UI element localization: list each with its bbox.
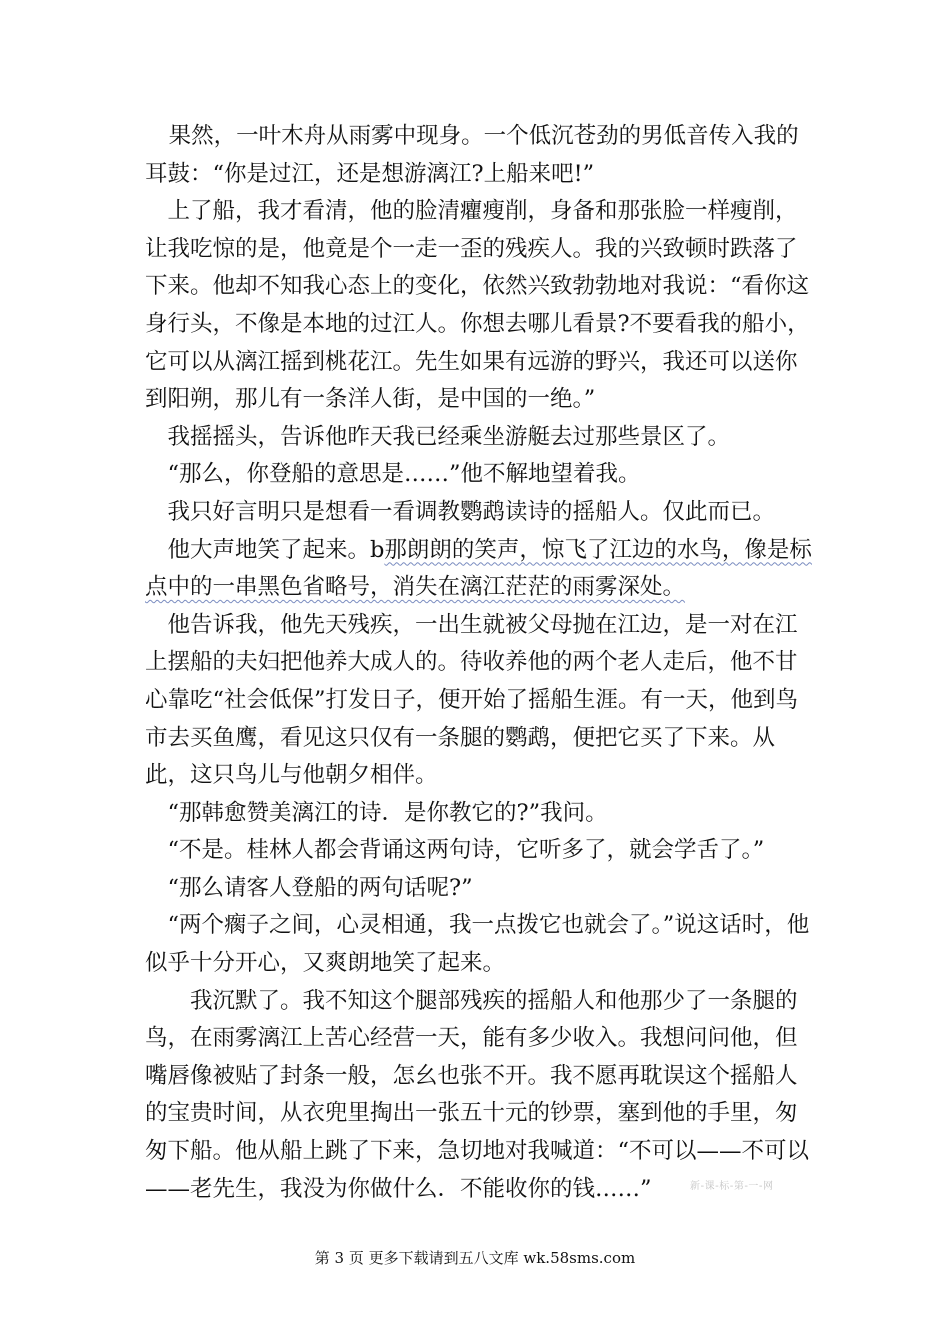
paragraph-2: 上了船，我才看清，他的脸清癯瘦削，身备和那张脸一样瘦削，让我吃惊的是，他竟是个一走一歪的残疾人。我的兴致顿时跌落了下来。他却不知我心态上的变化，依然兴致勃勃地对我说：“看你这身行头，不像是本地的过江人。你想去哪儿看景?不要看我的船小，它可以从漓江摇到桃花江。先生如果有远游的野兴，我还可以送你到阳朔，那儿有一条洋人街，是中国的一绝。” bbox=[145, 198, 810, 413]
paragraph-4: “那么，你登船的意思是……”他不解地望着我。 bbox=[167, 461, 641, 488]
paragraph-11: “两个瘸子之间，心灵相通，我一点拨它也就会了。”说这话时，他似乎十分开心，又爽朗地笑了起来。 bbox=[145, 912, 810, 977]
paragraph-10: “那么请客人登船的两句话呢?” bbox=[167, 874, 473, 901]
paragraph-8: “那韩愈赞美漓江的诗．是你教它的?”我问。 bbox=[167, 799, 608, 826]
watermark: 新-课-标-第-一-网 bbox=[690, 1181, 774, 1192]
body-text bbox=[145, 118, 813, 1208]
paragraph-6-lead: 他大声地笑了起来。b bbox=[167, 536, 385, 563]
paragraph-5: 我只好言明只是想看一看调教鹦鹉读诗的摇船人。仅此而已。 bbox=[167, 498, 776, 525]
paragraph-12: 我沉默了。我不知这个腿部残疾的摇船人和他那少了一条腿的鸟，在雨雾漓江上苦心经营一天，能有多少收入。我想问问他，但嘴唇像被贴了封条一般，怎幺也张不开。我不愿再耽误这个摇船人的宝贵时间，从衣兜里掏出一张五十元的钞票，塞到他的手里，匆匆下船。他从船上跳了下来，急切地对我喊道：“不可以——不可以——老先生，我没为你做什么．不能收你的钱……” bbox=[145, 987, 810, 1202]
paragraph-1: 果然，一叶木舟从雨雾中现身。一个低沉苍劲的男低音传入我的耳鼓：“你是过江，还是想游漓江?上船来吧!” bbox=[145, 123, 799, 187]
paragraph-6 bbox=[145, 532, 813, 607]
paragraph-9: “不是。桂林人都会背诵这两句诗，它听多了，就会学舌了。” bbox=[167, 837, 765, 864]
paragraph-7: 他告诉我，他先天残疾，一出生就被父母抛在江边，是一对在江上摆船的夫妇把他养大成人的。待收养他的两个老人走后，他不甘心靠吃“社会低保”打发日子，便开始了摇船生涯。有一天，他到鸟市去买鱼鹰，看见这只仅有一条腿的鹦鹉，便把它买了下来。从此，这只鸟儿与他朝夕相伴。 bbox=[145, 611, 799, 789]
page-footer: 第 3 页 更多下载请到五八文库 wk.58sms.com bbox=[314, 1249, 636, 1267]
underlined-sentence: 那朗朗的笑声，惊飞了江边的水鸟，像是标点中的一串黑色省略号，消失在漓江茫茫的雨雾深处。 bbox=[145, 536, 812, 601]
paragraph-3: 我摇摇头，告诉他昨天我已经乘坐游艇去过那些景区了。 bbox=[167, 423, 731, 450]
